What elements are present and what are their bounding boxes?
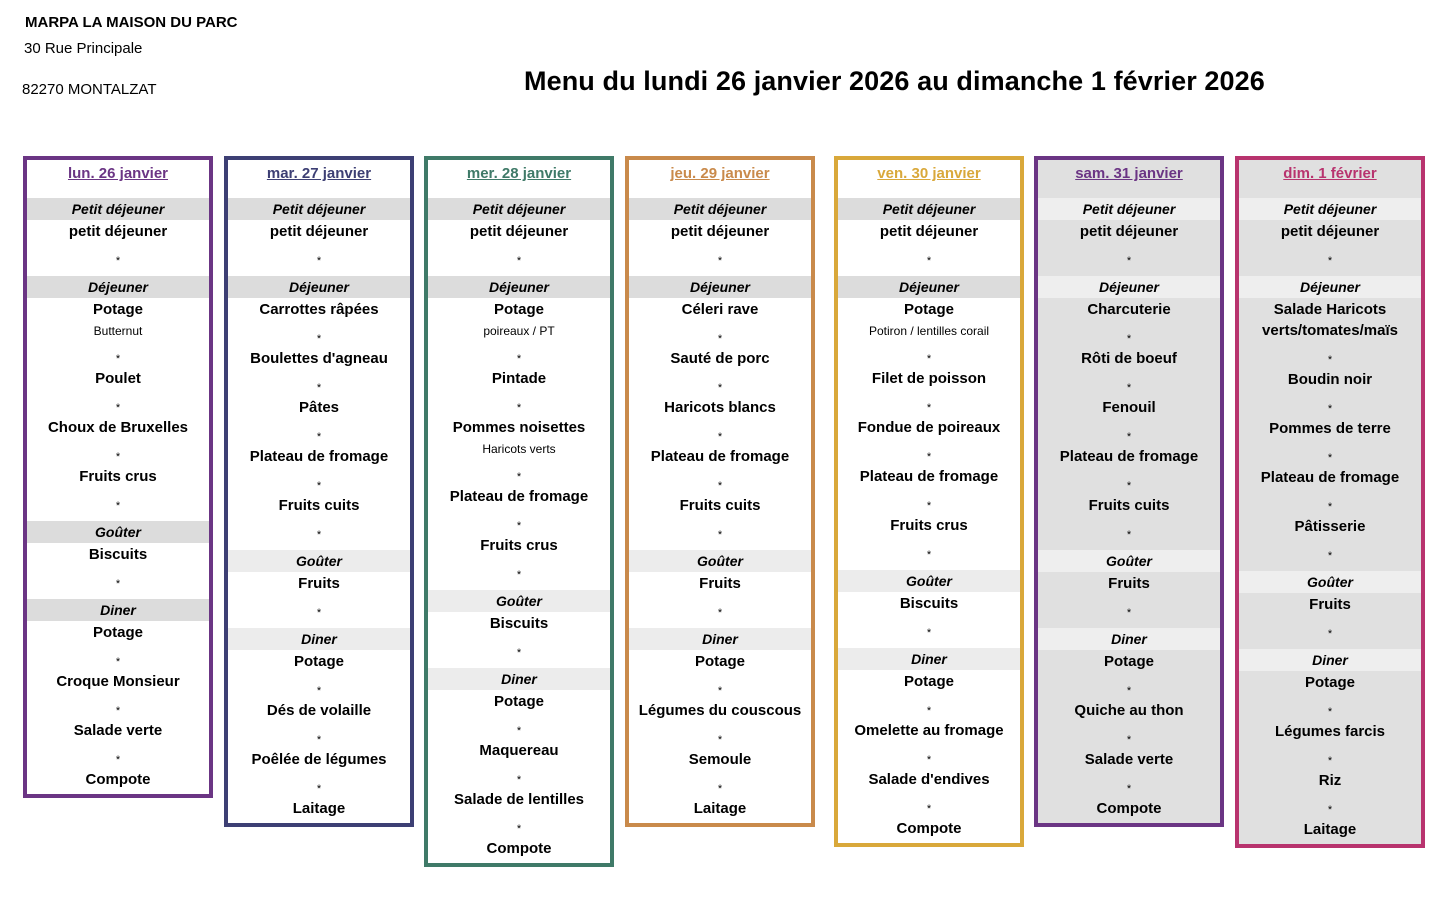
meal-section-label: Déjeuner — [629, 276, 811, 298]
menu-item: Dés de volaille — [266, 702, 372, 719]
day-header: ven. 30 janvier — [877, 165, 981, 182]
separator-asterisk — [1038, 684, 1220, 699]
menu-item: Omelette au fromage — [854, 722, 1004, 739]
separator-asterisk — [1038, 733, 1220, 748]
separator-asterisk — [1038, 332, 1220, 347]
separator-asterisk — [1239, 451, 1421, 466]
day-header: sam. 31 janvier — [1075, 165, 1183, 182]
menu-item: Salade de lentilles — [453, 791, 585, 808]
separator-asterisk — [1239, 803, 1421, 818]
separator-asterisk — [838, 401, 1020, 416]
menu-item: Semoule — [688, 751, 752, 768]
separator-asterisk — [1239, 353, 1421, 368]
meal-section-label: Goûter — [838, 570, 1020, 592]
menu-item: Potage — [293, 653, 344, 670]
separator-asterisk — [838, 704, 1020, 719]
separator-asterisk — [428, 646, 610, 661]
menu-item: Pâtes — [298, 399, 340, 416]
separator-asterisk — [1038, 782, 1220, 797]
separator-asterisk — [27, 401, 209, 416]
meal-section-label: Petit déjeuner — [1239, 198, 1421, 220]
meal-section-label: Diner — [838, 648, 1020, 670]
meal-section-label: Petit déjeuner — [629, 198, 811, 220]
menu-item: Charcuterie — [1087, 301, 1171, 318]
menu-item: petit déjeuner — [269, 223, 369, 240]
separator-asterisk — [428, 401, 610, 416]
meal-section-label: Petit déjeuner — [428, 198, 610, 220]
separator-asterisk — [27, 704, 209, 719]
menu-item: Compote — [486, 840, 552, 857]
separator-asterisk — [428, 519, 610, 534]
menu-item: petit déjeuner — [1280, 223, 1380, 240]
menu-item-note: Potiron / lentilles corail — [868, 324, 990, 338]
menu-item: Pintade — [491, 370, 547, 387]
meal-section-label: Petit déjeuner — [228, 198, 410, 220]
menu-item-note: poireaux / PT — [483, 324, 555, 338]
menu-item: Fruits — [1108, 575, 1150, 592]
meal-section-label: Diner — [1038, 628, 1220, 650]
menu-item: Rôti de boeuf — [1081, 350, 1177, 367]
menu-item: Fruits crus — [480, 537, 558, 554]
separator-asterisk — [27, 577, 209, 592]
separator-asterisk — [1038, 606, 1220, 621]
menu-item: Potage — [1103, 653, 1154, 670]
meal-section-label: Déjeuner — [1239, 276, 1421, 298]
separator-asterisk — [838, 626, 1020, 641]
menu-item: Fruits crus — [890, 517, 968, 534]
menu-item: Fondue de poireaux — [857, 419, 1001, 436]
meal-section-label: Déjeuner — [27, 276, 209, 298]
separator-asterisk — [1038, 479, 1220, 494]
menu-item: Choux de Bruxelles — [47, 419, 189, 436]
menu-item: Laitage — [292, 800, 346, 817]
menu-item: Haricots blancs — [664, 399, 776, 416]
menu-item: Salade Haricots verts/tomates/maïs — [1262, 301, 1398, 339]
separator-asterisk — [1038, 430, 1220, 445]
separator-asterisk — [428, 822, 610, 837]
menu-item: Biscuits — [489, 615, 549, 632]
menu-item: Laitage — [693, 800, 747, 817]
separator-asterisk — [629, 606, 811, 621]
day-column — [224, 156, 414, 827]
meal-section-label: Goûter — [27, 521, 209, 543]
separator-asterisk — [27, 655, 209, 670]
meal-section-label: Petit déjeuner — [27, 198, 209, 220]
menu-item: Poulet — [95, 370, 141, 387]
menu-item: Potage — [903, 673, 954, 690]
separator-asterisk — [1239, 549, 1421, 564]
separator-asterisk — [629, 733, 811, 748]
meal-section-label: Petit déjeuner — [838, 198, 1020, 220]
separator-asterisk — [228, 254, 410, 269]
separator-asterisk — [228, 528, 410, 543]
menu-item: Pommes de terre — [1269, 420, 1391, 437]
separator-asterisk — [1239, 402, 1421, 417]
meal-section-label: Diner — [629, 628, 811, 650]
menu-item: Laitage — [1303, 821, 1357, 838]
separator-asterisk — [838, 802, 1020, 817]
menu-item: Filet de poisson — [871, 370, 987, 387]
menu-item: Plateau de fromage — [1260, 469, 1400, 486]
organization-city: 82270 MONTALZAT — [22, 81, 157, 98]
menu-item: Fruits cuits — [1088, 497, 1170, 514]
menu-item: Maquereau — [479, 742, 559, 759]
meal-section-label: Diner — [1239, 649, 1421, 671]
separator-asterisk — [228, 479, 410, 494]
menu-item: Fenouil — [1102, 399, 1156, 416]
menu-title: Menu du lundi 26 janvier 2026 au dimanche 1 février 2026 — [524, 66, 1265, 96]
menu-item: Compote — [85, 771, 151, 788]
separator-asterisk — [228, 733, 410, 748]
separator-asterisk — [228, 332, 410, 347]
menu-item: Potage — [694, 653, 745, 670]
menu-item: petit déjeuner — [469, 223, 569, 240]
menu-item: Céleri rave — [681, 301, 759, 318]
menu-item: Fruits — [699, 575, 741, 592]
meal-section-label: Diner — [428, 668, 610, 690]
menu-item: Plateau de fromage — [650, 448, 790, 465]
meal-section-label: Déjeuner — [228, 276, 410, 298]
menu-item: Fruits cuits — [278, 497, 360, 514]
menu-item: Pâtisserie — [1294, 518, 1366, 535]
menu-item: Quiche au thon — [1074, 702, 1184, 719]
separator-asterisk — [838, 254, 1020, 269]
menu-item: Boudin noir — [1287, 371, 1373, 388]
separator-asterisk — [1239, 754, 1421, 769]
menu-item: Potage — [92, 301, 143, 318]
menu-item: Plateau de fromage — [859, 468, 999, 485]
menu-item: Salade verte — [73, 722, 163, 739]
separator-asterisk — [27, 499, 209, 514]
separator-asterisk — [1239, 705, 1421, 720]
separator-asterisk — [428, 568, 610, 583]
menu-item: Carrottes râpées — [259, 301, 379, 318]
separator-asterisk — [629, 684, 811, 699]
menu-item: Croque Monsieur — [56, 673, 180, 690]
menu-item: Pommes noisettes — [452, 419, 586, 436]
day-header: lun. 26 janvier — [67, 165, 169, 182]
separator-asterisk — [1239, 500, 1421, 515]
menu-item: Plateau de fromage — [449, 488, 589, 505]
menu-item: Légumes farcis — [1274, 723, 1386, 740]
meal-section-label: Déjeuner — [838, 276, 1020, 298]
separator-asterisk — [838, 450, 1020, 465]
separator-asterisk — [1038, 528, 1220, 543]
day-column — [424, 156, 614, 867]
separator-asterisk — [428, 773, 610, 788]
menu-item: petit déjeuner — [670, 223, 770, 240]
separator-asterisk — [838, 352, 1020, 367]
menu-item: Salade d'endives — [868, 771, 990, 788]
separator-asterisk — [838, 753, 1020, 768]
menu-item: Potage — [903, 301, 954, 318]
separator-asterisk — [629, 430, 811, 445]
separator-asterisk — [629, 381, 811, 396]
separator-asterisk — [629, 479, 811, 494]
meal-section-label: Petit déjeuner — [1038, 198, 1220, 220]
separator-asterisk — [27, 450, 209, 465]
menu-item: Riz — [1318, 772, 1342, 789]
separator-asterisk — [428, 254, 610, 269]
organization-name: MARPA LA MAISON DU PARC — [25, 14, 238, 31]
meal-section-label: Diner — [27, 599, 209, 621]
menu-item: Salade verte — [1084, 751, 1174, 768]
menu-item: Biscuits — [88, 546, 148, 563]
separator-asterisk — [27, 753, 209, 768]
meal-section-label: Goûter — [1038, 550, 1220, 572]
separator-asterisk — [428, 352, 610, 367]
meal-section-label: Goûter — [228, 550, 410, 572]
menu-item: Potage — [1304, 674, 1355, 691]
separator-asterisk — [1239, 254, 1421, 269]
menu-item: Boulettes d'agneau — [250, 350, 388, 367]
separator-asterisk — [629, 254, 811, 269]
separator-asterisk — [629, 782, 811, 797]
menu-item: Compote — [1096, 800, 1162, 817]
menu-item: Plateau de fromage — [249, 448, 389, 465]
menu-item: Potage — [493, 301, 544, 318]
day-column — [625, 156, 815, 827]
separator-asterisk — [1239, 627, 1421, 642]
separator-asterisk — [228, 430, 410, 445]
menu-item: petit déjeuner — [1079, 223, 1179, 240]
separator-asterisk — [428, 470, 610, 485]
separator-asterisk — [838, 499, 1020, 514]
separator-asterisk — [428, 724, 610, 739]
day-header: mer. 28 janvier — [466, 165, 572, 182]
separator-asterisk — [228, 381, 410, 396]
menu-item: Potage — [493, 693, 544, 710]
day-header: mar. 27 janvier — [266, 165, 372, 182]
menu-item: Potage — [92, 624, 143, 641]
meal-section-label: Goûter — [1239, 571, 1421, 593]
menu-item: petit déjeuner — [68, 223, 168, 240]
menu-item: Fruits — [298, 575, 340, 592]
menu-item: Fruits crus — [79, 468, 157, 485]
meal-section-label: Déjeuner — [428, 276, 610, 298]
separator-asterisk — [1038, 254, 1220, 269]
separator-asterisk — [228, 684, 410, 699]
meal-section-label: Goûter — [428, 590, 610, 612]
separator-asterisk — [228, 782, 410, 797]
separator-asterisk — [27, 254, 209, 269]
day-column — [1235, 156, 1425, 848]
meal-section-label: Goûter — [629, 550, 811, 572]
separator-asterisk — [629, 528, 811, 543]
day-column — [23, 156, 213, 798]
menu-item: Plateau de fromage — [1059, 448, 1199, 465]
day-header: jeu. 29 janvier — [670, 165, 770, 182]
menu-item: Fruits cuits — [679, 497, 761, 514]
menu-item: Légumes du couscous — [638, 702, 802, 719]
menu-item: Compote — [896, 820, 962, 837]
separator-asterisk — [838, 548, 1020, 563]
menu-item: petit déjeuner — [879, 223, 979, 240]
menu-item: Sauté de porc — [670, 350, 770, 367]
menu-item-note: Butternut — [93, 324, 143, 338]
day-column — [834, 156, 1024, 847]
separator-asterisk — [1038, 381, 1220, 396]
separator-asterisk — [629, 332, 811, 347]
day-header: dim. 1 février — [1283, 165, 1377, 182]
separator-asterisk — [228, 606, 410, 621]
meal-section-label: Déjeuner — [1038, 276, 1220, 298]
organization-street: 30 Rue Principale — [24, 40, 143, 57]
menu-item: Poêlée de légumes — [251, 751, 387, 768]
menu-item: Fruits — [1309, 596, 1351, 613]
day-column — [1034, 156, 1224, 827]
meal-section-label: Diner — [228, 628, 410, 650]
separator-asterisk — [27, 352, 209, 367]
menu-item: Biscuits — [899, 595, 959, 612]
menu-item-note: Haricots verts — [482, 442, 556, 456]
